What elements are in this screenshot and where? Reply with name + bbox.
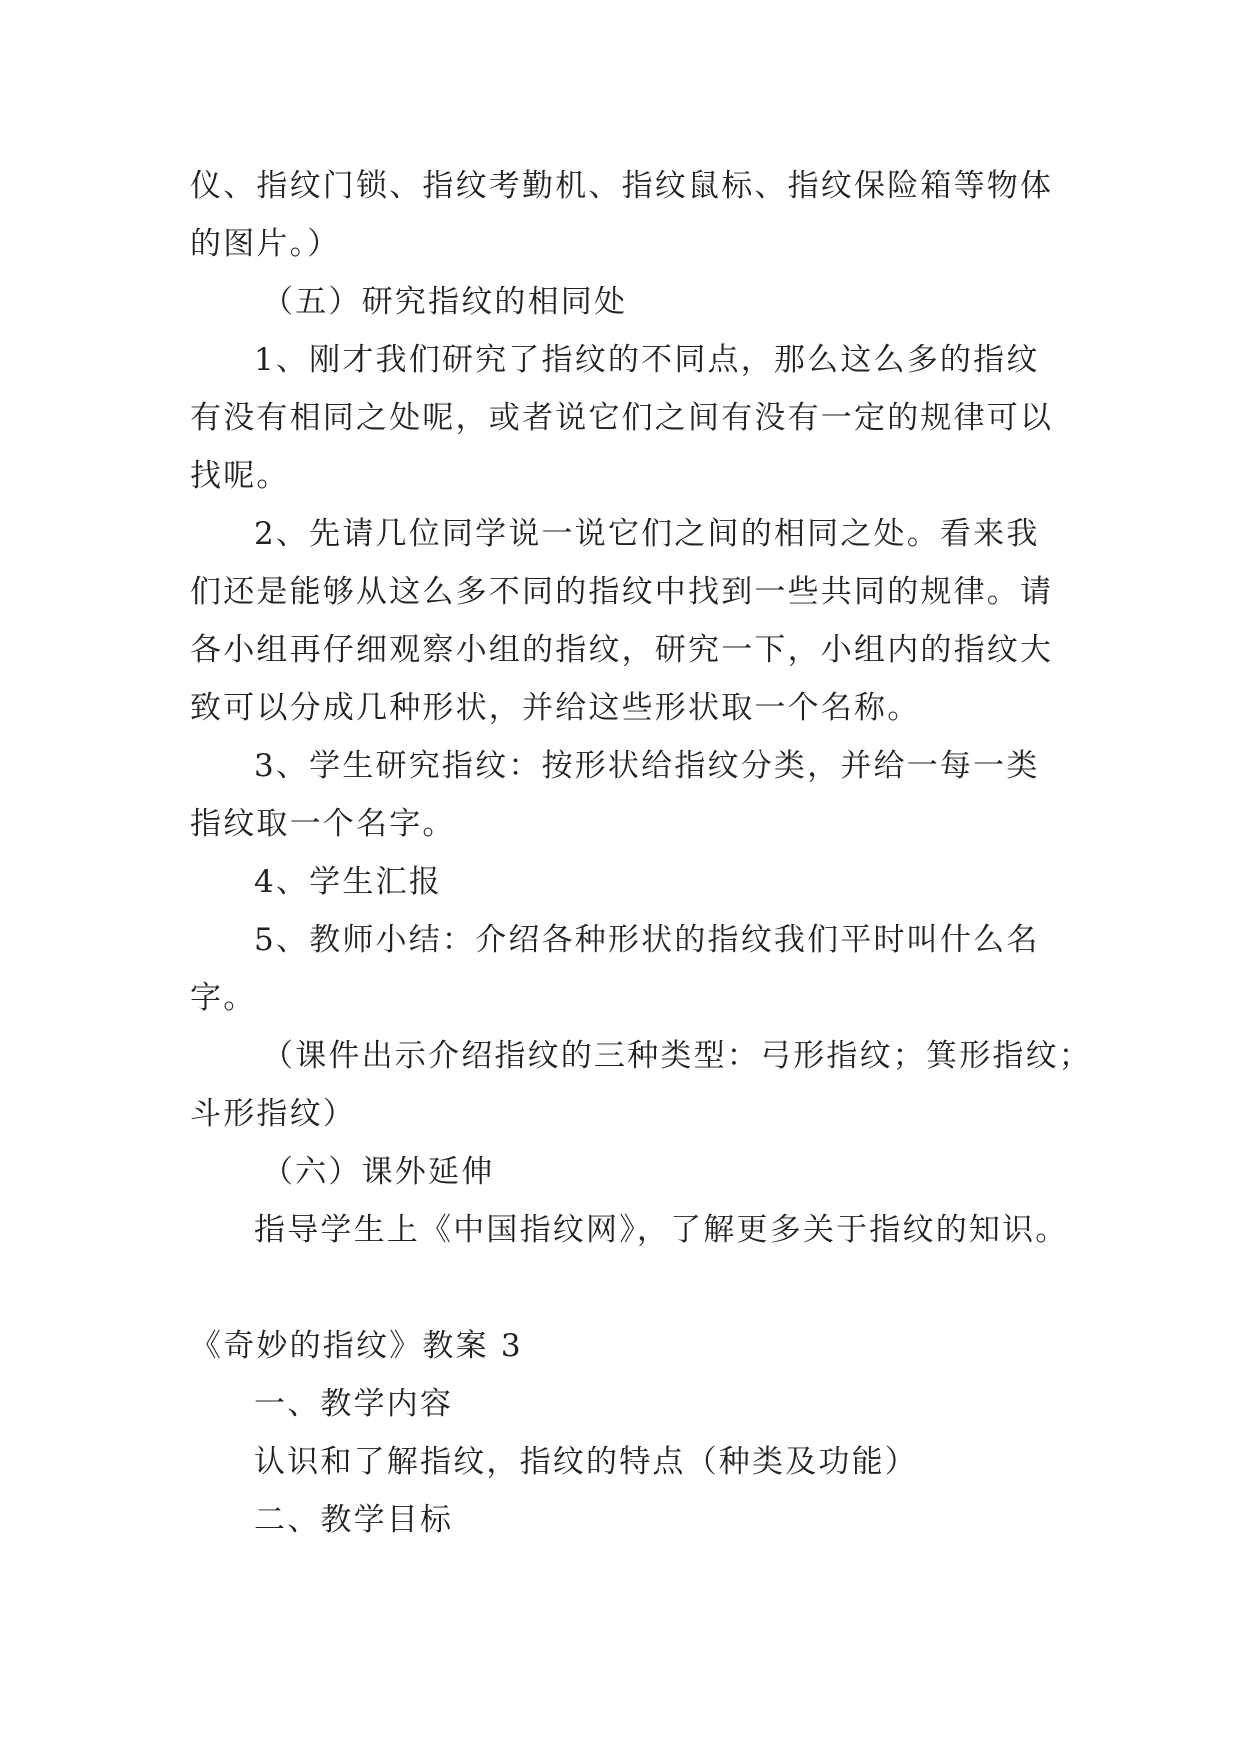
paragraph-line: 仪、指纹门锁、指纹考勤机、指纹鼠标、指纹保险箱等物体 <box>190 168 1054 204</box>
paragraph-line: 1、刚才我们研究了指纹的不同点，那么这么多的指纹 <box>254 342 1040 378</box>
paragraph-line: 5、教师小结：介绍各种形状的指纹我们平时叫什么名 <box>254 922 1040 958</box>
section-heading-goals: 二、教学目标 <box>254 1502 454 1538</box>
paragraph-line: 认识和了解指纹，指纹的特点（种类及功能） <box>254 1444 918 1480</box>
paragraph-line: 字。 <box>190 980 257 1016</box>
section-heading-5: （五）研究指纹的相同处 <box>262 284 628 320</box>
paragraph-line: 们还是能够从这么多不同的指纹中找到一些共同的规律。请 <box>190 574 1054 610</box>
section-heading-content: 一、教学内容 <box>254 1386 454 1422</box>
paragraph-line: 的图片。） <box>190 226 341 262</box>
paragraph-line: 找呢。 <box>190 458 290 494</box>
paragraph-line: 指纹取一个名字。 <box>190 806 456 842</box>
paragraph-line: 4、学生汇报 <box>254 864 442 900</box>
paragraph-line: （课件出示介绍指纹的三种类型：弓形指纹；箕形指纹； <box>262 1038 1092 1074</box>
lesson-plan-title: 《奇妙的指纹》教案 3 <box>190 1328 523 1364</box>
paragraph-line: 各小组再仔细观察小组的指纹，研究一下，小组内的指纹大 <box>190 632 1054 668</box>
paragraph-line: 3、学生研究指纹：按形状给指纹分类，并给一每一类 <box>254 748 1040 784</box>
paragraph-line: 2、先请几位同学说一说它们之间的相同之处。看来我 <box>254 516 1040 552</box>
paragraph-line: 有没有相同之处呢，或者说它们之间有没有一定的规律可以 <box>190 400 1054 436</box>
section-heading-6: （六）课外延伸 <box>262 1154 495 1190</box>
paragraph-line: 指导学生上《中国指纹网》，了解更多关于指纹的知识。 <box>254 1212 1069 1248</box>
paragraph-line: 致可以分成几种形状，并给这些形状取一个名称。 <box>190 690 921 726</box>
paragraph-line: 斗形指纹） <box>190 1096 356 1132</box>
